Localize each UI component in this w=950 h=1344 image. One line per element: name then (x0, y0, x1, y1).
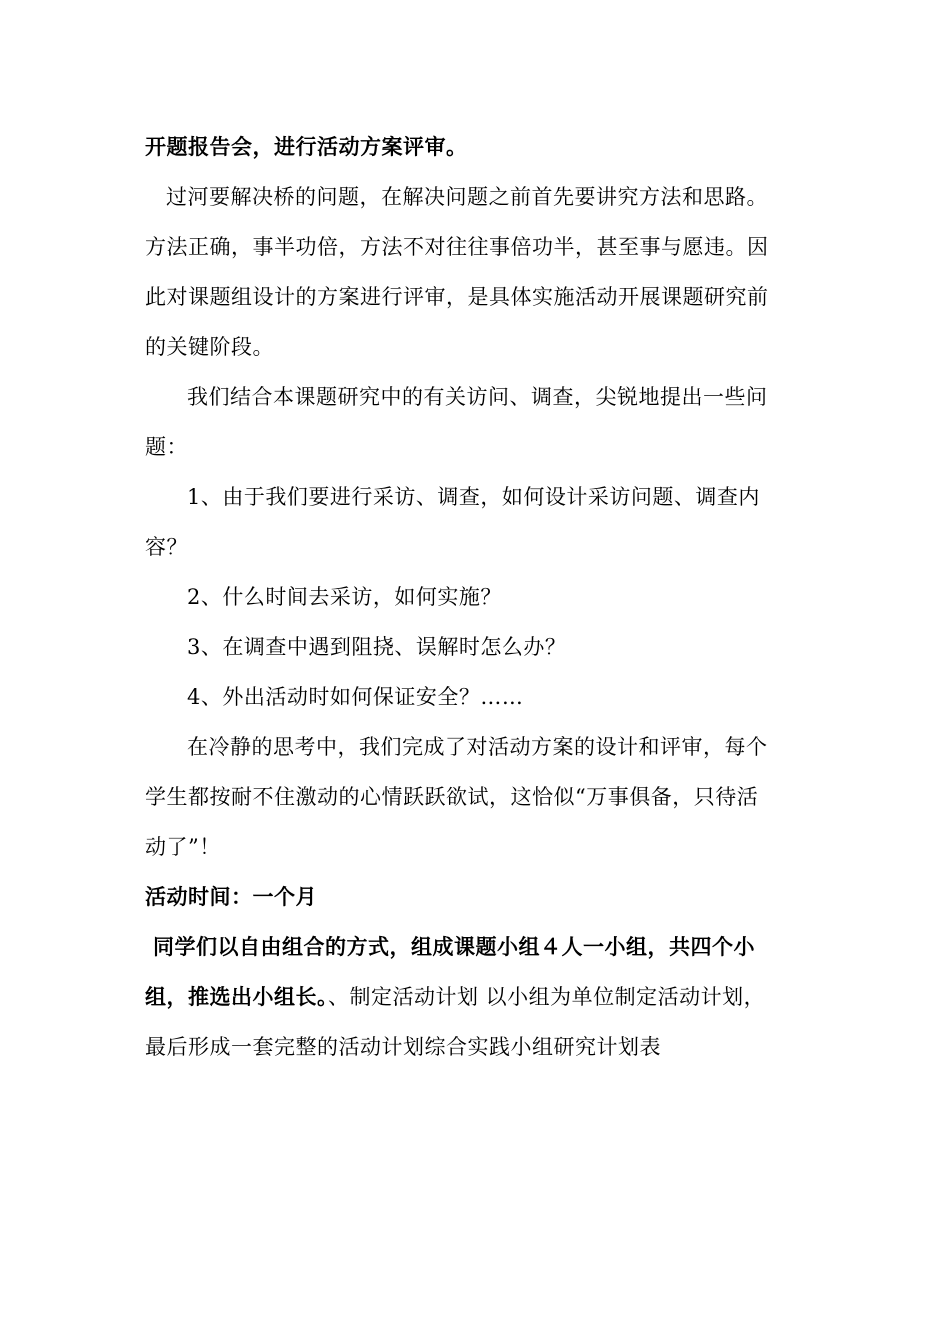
paragraph-line: 我们结合本课题研究中的有关访问、调查，尖锐地提出一些问 (187, 385, 768, 409)
paragraph-line: 在冷静的思考中，我们完成了对活动方案的设计和评审，每个 (187, 735, 768, 759)
normal-run: 、制定活动计划 以小组为单位制定活动计划， (328, 985, 766, 1009)
paragraph-line: 方法正确，事半功倍，方法不对往往事倍功半，甚至事与愿违。因 (145, 235, 769, 259)
question-item: 3、在调查中遇到阻挠、误解时怎么办？ (187, 635, 567, 659)
section-heading: 开题报告会，进行活动方案评审。 (145, 134, 468, 159)
bold-run: 组，推选出小组长。 (145, 984, 328, 1009)
paragraph-line: 过河要解决桥的问题，在解决问题之前首先要讲究方法和思路。 (166, 185, 768, 209)
paragraph-line: 题： (145, 435, 188, 459)
document-body (145, 122, 810, 1072)
question-item: 2、什么时间去采访，如何实施？ (187, 585, 502, 609)
paragraph-line: 的关键阶段。 (145, 335, 274, 359)
paragraph-line: 此对课题组设计的方案进行评审，是具体实施活动开展课题研究前 (145, 285, 769, 309)
paragraph-line: 最后形成一套完整的活动计划综合实践小组研究计划表 (145, 1035, 661, 1059)
section-heading: 活动时间：一个月 (145, 884, 317, 909)
question-item: 1、由于我们要进行采访、调查，如何设计采访问题、调查内 (187, 485, 760, 509)
paragraph-line: 学生都按耐不住激动的心情跃跃欲试，这恰似“万事俱备，只待活 (145, 785, 759, 809)
paragraph-line-bold: 同学们以自由组合的方式，组成课题小组４人一小组，共四个小 (153, 934, 755, 959)
question-item-continued: 容？ (145, 535, 188, 559)
paragraph-line-mixed (145, 972, 810, 1022)
question-item: 4、外出活动时如何保证安全？…… (187, 685, 524, 709)
paragraph-line: 动了”！ (145, 835, 221, 859)
